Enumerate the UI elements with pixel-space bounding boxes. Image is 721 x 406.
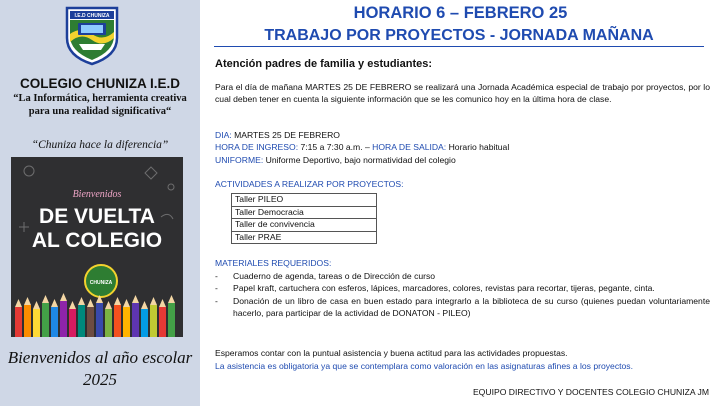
uniform-label: UNIFORME <box>215 154 261 165</box>
poster-small-text: Bienvenidos <box>72 189 122 200</box>
poster-badge-text: CHUNIZA <box>89 280 113 286</box>
poster-line-2: AL COLEGIO <box>31 229 163 252</box>
table-row <box>232 231 377 244</box>
entry-time-value: 7:15 a 7:30 a.m. – <box>300 142 370 153</box>
uniform-line: UNIFORME: Uniforme Deportivo, bajo normatividad del colegio <box>215 154 456 165</box>
welcome-year-text: Bienvenidos al año escolar 2025 <box>7 348 193 389</box>
greeting: Atención padres de familia y estudiantes: <box>215 58 433 70</box>
left-panel <box>0 0 200 406</box>
materials-heading: MATERIALES REQUERIDOS: <box>215 258 332 268</box>
intro-paragraph: Para el día de mañana MARTES 25 DE FEBRERO se realizará una Jornada Académica especial de trabajo por proyectos, por lo cual deben tener en cuenta la siguiente información que se les comunico hoy en la última hora de clase. <box>215 82 710 105</box>
uniform-value: Uniforme Deportivo, bajo normatividad del colegio <box>265 154 456 165</box>
workshop-cell: Taller Democracia <box>232 206 377 219</box>
poster-line-1: DE VUELTA <box>39 205 155 228</box>
workshops-table <box>231 193 377 244</box>
school-name: COLEGIO CHUNIZA I.E.D <box>19 76 180 91</box>
shield-text: I.E.D CHUNIZA <box>74 13 110 19</box>
closing-mandatory-note: La asistencia es obligatoria ya que se contemplara como valoración en las asignaturas afines a los proyectos. <box>215 361 633 371</box>
table-row <box>232 206 377 219</box>
back-to-school-poster <box>11 157 183 337</box>
workshop-cell: Taller PILEO <box>232 194 377 207</box>
day-line: DIA: MARTES 25 DE FEBRERO <box>215 130 340 140</box>
entry-time-label: HORA DE INGRESO <box>215 142 296 153</box>
school-slogan: “Chuniza hace la diferencia” <box>31 139 169 151</box>
closing-expectation: Esperamos contar con la puntual asistencia y buena actitud para las actividades propuestas. <box>215 348 568 358</box>
school-motto: “La Informática, herramienta creativa para una realidad significativa“ <box>13 93 187 117</box>
list-item: - Cuaderno de agenda, tareas o de Dirección de curso <box>215 270 710 282</box>
table-row <box>232 219 377 232</box>
school-shield-logo <box>61 4 123 66</box>
page-title: HORARIO 6 – FEBRERO 25 <box>353 4 568 22</box>
list-item: - Donación de un libro de casa en buen estado para integrarlo a la biblioteca de su curso (quienes puedan voluntariamente hacerlo, para participar de la actividad de DONATON - PILEO) <box>215 295 710 320</box>
activities-heading: ACTIVIDADES A REALIZAR POR PROYECTOS: <box>215 179 404 189</box>
hours-line: HORA DE INGRESO: 7:15 a 7:30 a.m. – HORA DE SALIDA: Horario habitual <box>215 142 510 153</box>
day-label: DIA <box>215 130 230 140</box>
exit-time-label: HORA DE SALIDA <box>372 142 444 153</box>
day-value: MARTES 25 DE FEBRERO <box>234 130 340 140</box>
workshop-cell: Taller de convivencia <box>232 219 377 232</box>
materials-list <box>215 270 710 319</box>
signature: EQUIPO DIRECTIVO Y DOCENTES COLEGIO CHUNIZA JM <box>472 387 709 397</box>
schedule-info <box>215 129 710 166</box>
table-row <box>232 194 377 207</box>
colored-pencils-icon <box>15 293 175 337</box>
workshop-cell: Taller PRAE <box>232 231 377 244</box>
list-item: - Papel kraft, cartuchera con esferos, lápices, marcadores, colores, revistas para recortar, tijeras, pegante, cinta. <box>215 282 710 294</box>
page-subtitle: TRABAJO POR PROYECTOS - JORNADA MAÑANA <box>214 27 704 47</box>
exit-time-value: Horario habitual <box>448 142 510 153</box>
